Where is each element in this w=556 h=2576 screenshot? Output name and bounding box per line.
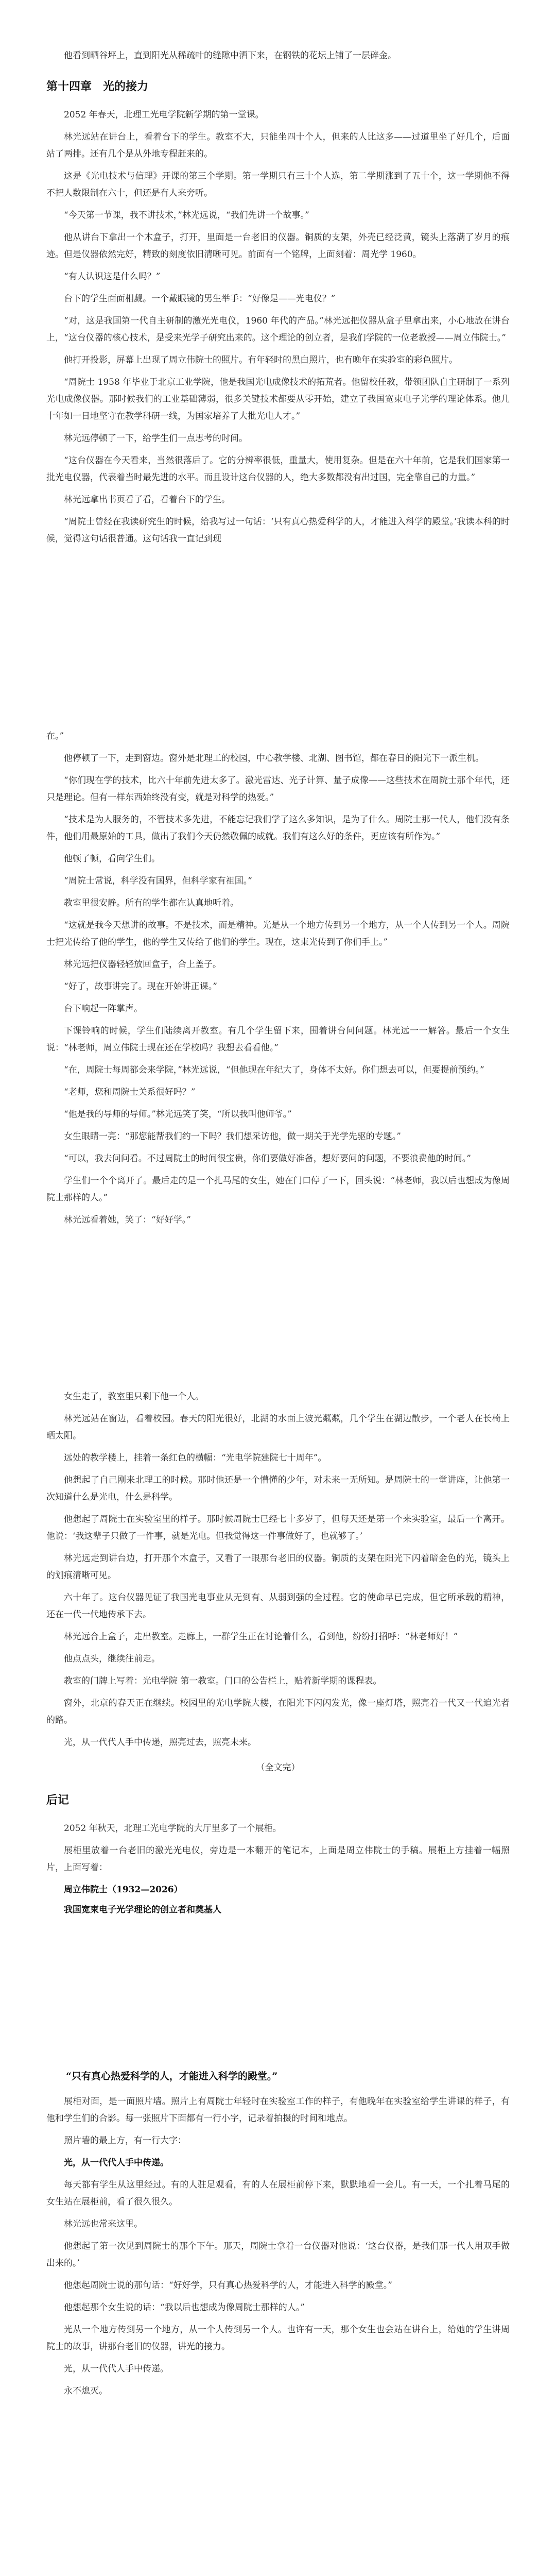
paragraph: “技术是为人服务的，不管技术多先进，不能忘记我们学了这么多知识，是为了什么。周院士那一代人，他们没有条件，他们用最原始的工具，做出了我们今天仍然敬佩的成就。我们有这么好的条件，更应该有所作为。”: [46, 815, 510, 842]
paragraph: “好了，故事讲完了。现在开始讲正课。”: [64, 981, 217, 992]
paragraph: 林光远拿出书页看了看，看着台下的学生。: [64, 495, 230, 505]
paragraph: 他停顿了一下，走到窗边。窗外是北理工的校园，中心教学楼、北湖、图书馆，都在春日的阳光下一派生机。: [64, 753, 484, 764]
paragraph: 下课铃响的时候，学生们陆续离开教室。有几个学生留下来，围着讲台问问题。林光远一一解答。最后一个女生说：“林老师，周立伟院士现在还在学校吗？我想去看看他。”: [46, 1026, 510, 1053]
page-gap: [46, 1234, 510, 1388]
paragraph: 教室里很安静。所有的学生都在认真地听着。: [64, 898, 239, 908]
paragraph: 他想起周院士说的那句话：“好好学，只有真心热爱科学的人，才能进入科学的殿堂。”: [64, 2280, 392, 2291]
section-body: [46, 1023, 510, 1229]
paragraph: 林光远停顿了一下，给学生们一点思考的时间。: [64, 433, 248, 444]
paragraph: 他想起了自己刚来北理工的时候。那时他还是一个懵懂的少年，对未来一无所知。是周院士的一堂讲座，让他第一次知道什么是光电，什么是科学。: [46, 1475, 510, 1502]
paragraph: 台下响起一阵掌声。: [64, 1004, 143, 1014]
paragraph: “有人认识这是什么吗？”: [64, 272, 161, 282]
paragraph: 这是《光电技术与信理》开课的第三个学期。第一学期只有三十个人选，第二学期涨到了五十个，这一学期他不得不把人数限制在六十，但还是有人来旁听。: [46, 171, 510, 198]
paragraph: “周院士 1958 年毕业于北京工业学院，他是我国光电成像技术的拓荒者。他留校任教，带领团队自主研制了一系列光电成像仪器。那时候我们的工业基础薄弱，很多关键技术都要从零开始，建立了我国宽束电子光学的理论体系。他几十年如一日地坚守在教学科研一线，为国家培养了大批光电人才。”: [46, 377, 510, 421]
photo-caption: 周立伟院士（1932—2026）: [64, 1885, 183, 1895]
bold-line: 光，从一代代人手中传递。: [64, 2158, 169, 2168]
closing-section: [46, 2068, 510, 2400]
paragraph: 光，从一代代人手中传递。: [64, 2364, 169, 2374]
section-body: [46, 728, 510, 1018]
paragraph: 他想起了周院士在实验室里的样子。那时候周院士已经七十多岁了，但每天还是第一个来实验室，最后一个离开。他说：‘我这辈子只做了一件事，就是光电。但我觉得这一件事做好了，也就够了。’: [46, 1514, 510, 1541]
paragraph: 林光远也常来这里。: [64, 2219, 143, 2229]
paragraph: “这台仪器在今天看来，当然很落后了。它的分辨率很低，重量大，使用复杂。但是在六十年前，它是我们国家第一批光电仪器，代表着当时最先进的水平。而且设计这台仪器的人，绝大多数都没有出过国，完全靠自己的力量。”: [46, 455, 510, 483]
quote-title: “只有真心热爱科学的人，才能进入科学的殿堂。”: [66, 2071, 278, 2082]
photo-caption-subtitle: 我国宽束电子光学理论的创立者和奠基人: [64, 1905, 221, 1915]
paragraph: 他想起了第一次见到周院士的那个下午。那天，周院士拿着一台仪器对他说：‘这台仪器，是我们那一代人用双手做出来的。’: [46, 2241, 510, 2268]
paragraph: 林光远走到讲台边，打开那个木盒子，又看了一眼那台老旧的仪器。铜质的支架在阳光下闪着暗金色的光，镜头上的划痕清晰可见。: [46, 1553, 510, 1581]
chapter-body: [46, 107, 510, 548]
paragraph: “在，周院士每周都会来学院，”林光远说，“但他现在年纪大了，身体不太好。你们想去可以，但要提前预约。”: [64, 1065, 484, 1075]
paragraph: 女生走了，教室里只剩下他一个人。: [64, 1392, 204, 1402]
paragraph: 照片墙的最上方，有一行大字：: [64, 2136, 186, 2146]
paragraph: 学生们一个个离开了。最后走的是一个扎马尾的女生，她在门口停了一下，回头说：“林老师，我以后也想成为像周院士那样的人。”: [46, 1176, 510, 1203]
paragraph: 光从一个地方传到另一个地方，从一个人传到另一个人。也许有一天，那个女生也会站在讲台上，给她的学生讲周院士的故事，讲那台老旧的仪器，讲光的接力。: [46, 2325, 510, 2352]
paragraph: 女生眼睛一亮：“那您能帮我们约一下吗？我们想采访他，做一期关于光学先驱的专题。”: [64, 1131, 401, 1142]
paragraph: 展柜对面，是一面照片墙。照片上有周院士年轻时在实验室工作的样子，有他晚年在实验室给学生讲课的样子，有他和学生们的合影。每一张照片下面都有一行小字，记录着拍摄的时间和地点。: [46, 2096, 510, 2124]
paragraph: “这就是我今天想讲的故事。不是技术，而是精神。光是从一个地方传到另一个地方，从一个人传到另一个人。周院士把光传给了他的学生，他的学生又传给了他们的学生。现在，这束光传到了你们手上。”: [46, 920, 510, 947]
paragraph: 林光远把仪器轻轻放回盒子，合上盖子。: [64, 959, 221, 970]
paragraph: 远处的教学楼上，挂着一条红色的横幅：“光电学院建院七十周年”。: [64, 1453, 327, 1463]
paragraph: 林光远看着她，笑了：“好好学。”: [64, 1215, 191, 1225]
paragraph: 林光远站在讲台上，看着台下的学生。教室不大，只能坐四十个人，但来的人比这多——过道里坐了好几个，后面站了两排。还有几个是从外地专程赶来的。: [46, 132, 510, 159]
paragraph: 教室的门牌上写着：光电学院 第一教室。门口的公告栏上，贴着新学期的课程表。: [64, 1676, 382, 1686]
page-gap: [46, 553, 510, 728]
paragraph: 六十年了。这台仪器见证了我国光电事业从无到有、从弱到强的全过程。它的使命早已完成，但它所承载的精神，还在一代一代地传承下去。: [46, 1592, 510, 1620]
paragraph: 他顿了顿，看向学生们。: [64, 854, 160, 864]
paragraph: 他打开投影，屏幕上出现了周立伟院士的照片。有年轻时的黑白照片，也有晚年在实验室的彩色照片。: [64, 355, 458, 365]
end-mark: （全文完）: [256, 1762, 300, 1773]
paragraph: 每天都有学生从这里经过。有的人驻足观看，有的人在展柜前停下来，默默地看一会儿。有一天，一个扎着马尾的女生站在展柜前，看了很久很久。: [46, 2180, 510, 2207]
paragraph: 他想起那个女生说的话：“我以后也想成为像周院士那样的人。”: [64, 2302, 305, 2313]
paragraph: “老师，您和周院士关系很好吗？”: [64, 1087, 196, 1097]
paragraph: 他看到晒谷坪上，直到阳光从稀疏叶的缝隙中洒下来，在钢铁的花坛上铺了一层碎金。: [64, 50, 396, 61]
paragraph: 永不熄灭。: [64, 2386, 108, 2396]
paragraph: 展柜里放着一台老旧的激光光电仪，旁边是一本翻开的笔记本，上面是周立伟院士的手稿。展柜上方挂着一幅照片，上面写着：: [46, 1845, 510, 1873]
paragraph: 他从讲台下拿出一个木盒子，打开，里面是一台老旧的仪器。铜质的支架，外壳已经泛黄，镜头上落满了岁月的痕迹。但是仪器依然完好，精致的刻度依旧清晰可见。前面有一个铭牌，上面刻着：周光学 1960。: [46, 232, 510, 260]
paragraph: “可以，我去问问看。不过周院士的时间很宝贵，你们要做好准备，想好要问的问题，不要浪费他的时间。”: [64, 1154, 471, 1164]
afterword-title: 后记: [46, 1793, 70, 1807]
paragraph: 他点点头，继续往前走。: [64, 1654, 160, 1664]
paragraph: “周院士常说，科学没有国界，但科学家有祖国。”: [64, 876, 252, 886]
paragraph: “周院士曾经在我读研究生的时候，给我写过一句话：‘只有真心热爱科学的人，才能进入科学的殿堂。’我读本科的时候，觉得这句话很普通。这句话我一直记到现: [46, 517, 510, 544]
paragraph: 窗外，北京的春天正在继续。校园里的光电学院大楼，在阳光下闪闪发光，像一座灯塔，照亮着一代又一代追光者的路。: [46, 1698, 510, 1725]
paragraph: 台下的学生面面相觑。一个戴眼镜的男生举手：“好像是——光电仪？”: [64, 294, 336, 304]
paragraph: 林光远站在窗边，看着校园。春天的阳光很好，北湖的水面上波光粼粼，几个学生在湖边散步，一个老人在长椅上晒太阳。: [46, 1414, 510, 1441]
section-body: [46, 1388, 510, 1776]
page-gap: [46, 1924, 510, 2068]
paragraph: “他是我的导师的导师。”林光远笑了笑，“所以我叫他师爷。”: [64, 1109, 292, 1120]
paragraph: 林光远合上盒子，走出教室。走廊上，一群学生正在讨论着什么，看到他，纷纷打招呼：“林老师好！”: [64, 1632, 458, 1642]
paragraph: “今天第一节课，我不讲技术，”林光远说，“我们先讲一个故事。”: [64, 210, 309, 221]
paragraph: 2052 年秋天，北理工光电学院的大厅里多了一个展柜。: [64, 1823, 282, 1834]
paragraph: “你们现在学的技术，比六十年前先进太多了。激光雷达、光子计算、量子成像——这些技术在周院士那个年代，还只是理论。但有一样东西始终没有变，就是对科学的热爱。”: [46, 775, 510, 803]
paragraph: 光，从一代代人手中传递，照亮过去，照亮未来。: [64, 1737, 256, 1748]
chapter-title: 第十四章 光的接力: [46, 80, 149, 93]
paragraph: 在。”: [46, 731, 64, 741]
paragraph: “对，这是我国第一代自主研制的激光光电仪，1960 年代的产品。”林光远把仪器从盒子里拿出来，小心地放在讲台上，“这台仪器的核心技术，是受来光学子研究出来的。这个理论的创立者，是我们学院的一位老教授——周立伟院士。”: [46, 316, 510, 343]
paragraph: 2052 年春天，北理工光电学院新学期的第一堂课。: [64, 110, 264, 120]
